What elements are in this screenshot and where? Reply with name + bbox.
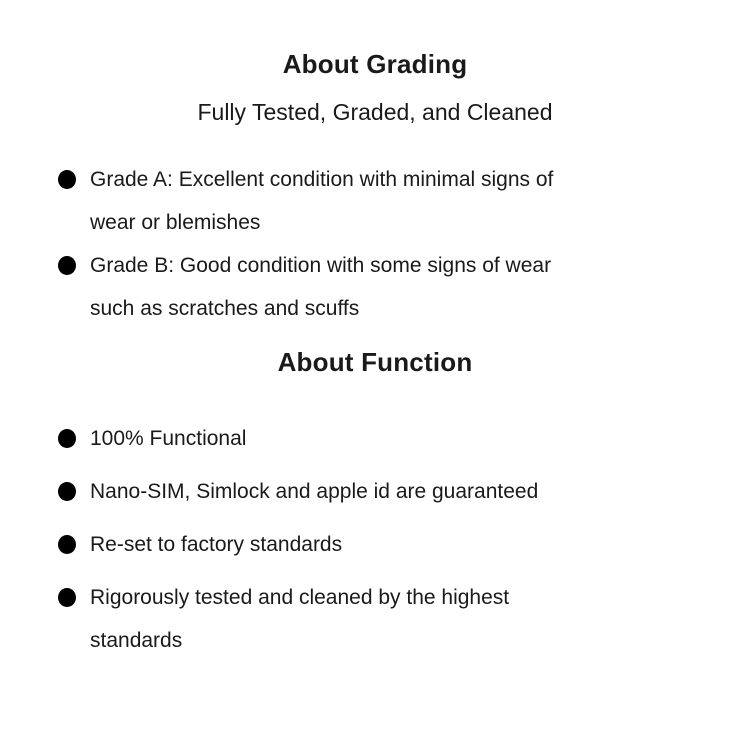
bullet-icon — [58, 482, 76, 501]
list-item — [58, 523, 710, 566]
list-item-text: Rigorously tested and cleaned by the highest — [90, 586, 510, 609]
grading-bullet-list — [58, 158, 710, 330]
function-section-title: About Function — [277, 347, 473, 377]
bullet-icon — [58, 170, 76, 189]
list-item-text: Re-set to factory standards — [90, 533, 343, 556]
list-item — [58, 417, 710, 460]
grading-subtitle: Fully Tested, Graded, and Cleaned — [197, 99, 553, 125]
list-item-text: Grade A: Excellent condition with minimal signs of — [90, 168, 554, 191]
list-item — [58, 576, 710, 662]
list-item-text: Grade B: Good condition with some signs of wear — [90, 254, 552, 277]
bullet-icon — [58, 429, 76, 448]
grading-section-title: About Grading — [282, 49, 468, 79]
bullet-icon — [58, 588, 76, 607]
list-item — [58, 158, 710, 244]
function-bullet-list — [58, 417, 710, 662]
list-item-text: such as scratches and scuffs — [90, 297, 360, 320]
list-item-text: 100% Functional — [90, 427, 247, 450]
list-item — [58, 470, 710, 513]
list-item — [58, 244, 710, 330]
list-item-text: standards — [90, 629, 183, 652]
bullet-icon — [58, 256, 76, 275]
bullet-icon — [58, 535, 76, 554]
list-item-text: wear or blemishes — [90, 211, 261, 234]
list-item-text: Nano-SIM, Simlock and apple id are guaranteed — [90, 480, 539, 503]
